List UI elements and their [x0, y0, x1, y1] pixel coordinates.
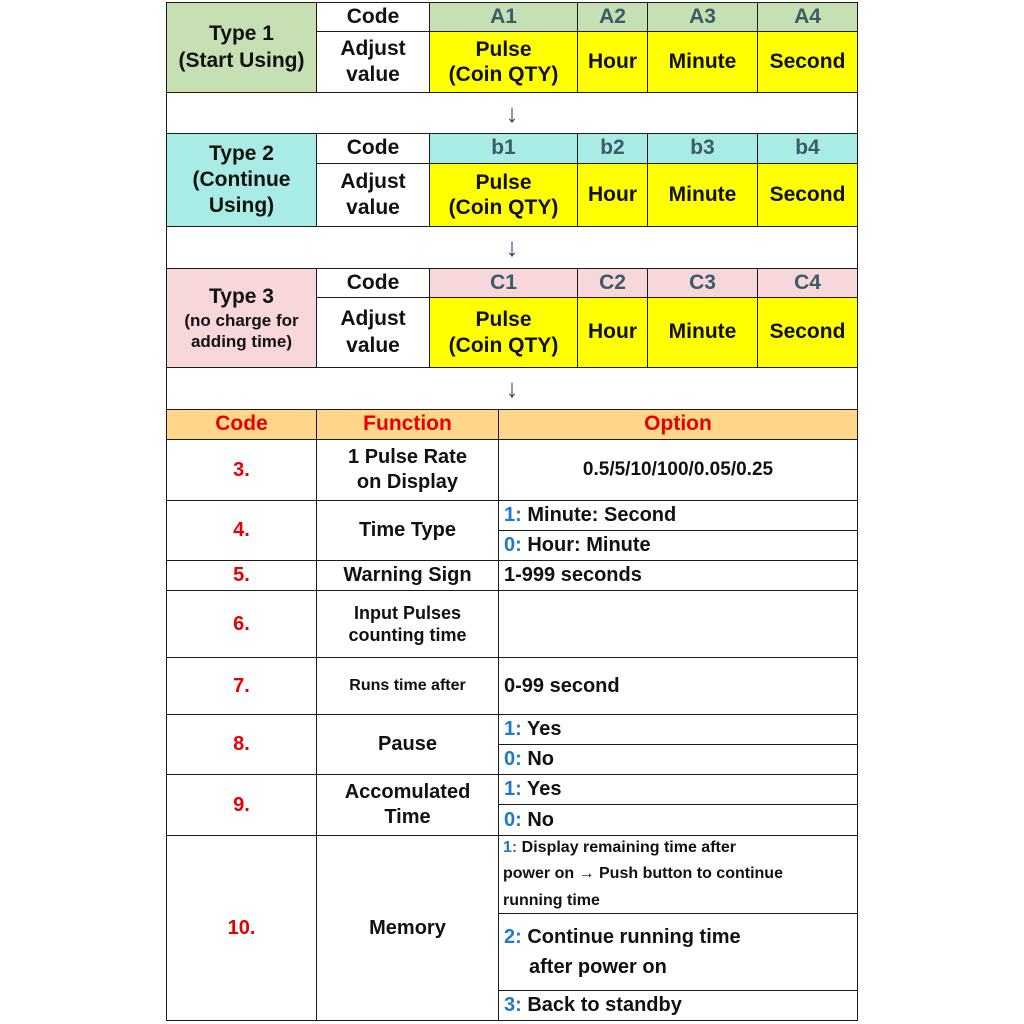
type3-code-c3: C3 [647, 268, 758, 298]
row4-option-2-num: 0: [504, 534, 522, 556]
row6-sep-a [613, 590, 633, 591]
row8-option-1 [498, 714, 858, 745]
row9-option-1-text: Yes [521, 778, 562, 800]
type2-pulse-line1: Pulse [475, 170, 532, 194]
row6-option-a [526, 590, 613, 591]
row8-function: Pause [316, 714, 499, 775]
type3-adjust-value [316, 297, 430, 368]
type2-hour: Hour [577, 163, 648, 227]
type2-label-line2: (Continue [192, 167, 291, 191]
row6-function-line1: Input Pulses [353, 602, 461, 623]
type3-label [166, 268, 317, 368]
row4-option-1-text: Minute: Second [521, 504, 677, 526]
row10-option-1-line3: running time [503, 891, 600, 909]
row4-option-2-text: Hour: Minute [521, 534, 651, 556]
type3-adjust-line2: value [346, 333, 400, 357]
type1-code-a1: A1 [429, 2, 578, 32]
type3-code-label: Code [316, 268, 430, 298]
type1-code-label: Code [316, 2, 430, 32]
row4-option-1-num: 1: [504, 504, 522, 526]
row3-function-line2: on Display [356, 471, 459, 493]
row10-option-1 [498, 835, 858, 914]
type1-minute: Minute [647, 31, 758, 93]
type2-adjust-value [316, 163, 430, 227]
row6-code: 6. [166, 590, 317, 658]
row8-option-2-text: No [521, 748, 555, 770]
type3-pulse-line1: Pulse [475, 308, 532, 332]
type3-code-c1: C1 [429, 268, 578, 298]
row5-function: Warning Sign [316, 560, 499, 591]
type3-code-c2: C2 [577, 268, 648, 298]
row7-code: 7. [166, 657, 317, 715]
row3-option: 0.5/5/10/100/0.05/0.25 [498, 439, 858, 501]
type1-adjust-value [316, 31, 430, 93]
type2-code-b3: b3 [647, 133, 758, 164]
row4-option-2 [498, 530, 858, 561]
row9-option-1 [498, 774, 858, 805]
type1-label [166, 2, 317, 93]
type3-code-c4: C4 [757, 268, 858, 298]
arrow-down-3: ↓ [166, 367, 858, 410]
row9-function [316, 774, 499, 836]
row4-code: 4. [166, 500, 317, 561]
row4-option-1 [498, 500, 858, 531]
type1-adjust-line1: Adjust [340, 36, 406, 60]
type1-pulse [429, 31, 578, 93]
type3-adjust-line1: Adjust [340, 307, 406, 331]
type1-adjust-line2: value [346, 63, 400, 86]
row9-function-line2: Time [384, 806, 431, 828]
type3-label-line1: Type 3 [209, 284, 274, 308]
row3-function [316, 439, 499, 501]
row7-function: Runs time after [316, 657, 499, 715]
type2-code-b1: b1 [429, 133, 578, 164]
row8-option-2-num: 0: [504, 748, 522, 770]
row10-option-1-line2: power on → Push button to continue [503, 865, 783, 883]
type1-label-line1: Type 1 [209, 22, 274, 46]
type2-code-b2: b2 [577, 133, 648, 164]
row8-option-1-text: Yes [521, 718, 562, 740]
type2-code-b4: b4 [757, 133, 858, 164]
type3-pulse [429, 297, 578, 368]
row10-option-2-line2: after power on [529, 956, 667, 978]
arrow-down-1: ↓ [166, 92, 858, 134]
type2-adjust-line1: Adjust [340, 169, 406, 193]
header-function: Function [316, 409, 499, 440]
type2-minute: Minute [647, 163, 758, 227]
type2-code-label: Code [316, 133, 430, 164]
row9-option-2-num: 0: [504, 808, 522, 831]
type1-second: Second [757, 31, 858, 93]
type1-hour: Hour [577, 31, 648, 93]
row10-option-1-num: 1: [503, 838, 518, 856]
type3-label-line2: (no charge for [184, 310, 299, 330]
type2-pulse [429, 163, 578, 227]
row8-code: 8. [166, 714, 317, 775]
row6-function-line2: counting time [348, 625, 467, 645]
row8-option-2 [498, 744, 858, 775]
row10-option-1-line1: Display remaining time after [517, 838, 736, 856]
type1-code-a4: A4 [757, 2, 858, 32]
row5-code: 5. [166, 560, 317, 591]
type2-label-line3: Using) [208, 194, 275, 218]
type2-second: Second [757, 163, 858, 227]
row10-option-3 [498, 990, 858, 1021]
type3-pulse-line2: (Coin QTY) [448, 333, 559, 357]
row9-option-2-text: No [521, 808, 555, 831]
row9-code: 9. [166, 774, 317, 836]
type2-label [166, 133, 317, 227]
row10-option-2-line1: Continue running time [521, 926, 741, 948]
row10-code: 10. [166, 835, 317, 1021]
type1-code-a2: A2 [577, 2, 648, 32]
row9-option-1-num: 1: [504, 778, 522, 800]
row6-function [316, 590, 499, 658]
header-option: Option [498, 409, 858, 440]
row10-option-2-num: 2: [504, 926, 522, 948]
type1-pulse-line2: (Coin QTY) [448, 63, 559, 86]
type1-pulse-line1: Pulse [475, 37, 532, 61]
row9-option-2 [498, 804, 858, 836]
row9-function-line1: Accomulated [344, 781, 471, 803]
row5-option: 1-999 seconds [498, 560, 858, 591]
row3-code: 3. [166, 439, 317, 501]
type2-adjust-line2: value [346, 196, 400, 219]
row3-function-line1: 1 Pulse Rate [348, 446, 467, 468]
type3-hour: Hour [577, 297, 648, 368]
arrow-down-2: ↓ [166, 226, 858, 269]
row4-function: Time Type [316, 500, 499, 561]
row6-option [498, 590, 858, 658]
type3-label-line3: adding time) [190, 332, 293, 352]
row6-option-b [633, 590, 736, 591]
type1-code-a3: A3 [647, 2, 758, 32]
row7-option: 0-99 second [498, 657, 858, 715]
row10-function: Memory [316, 835, 499, 1021]
row10-option-2 [498, 913, 858, 991]
row10-option-3-text: Back to standby [521, 994, 682, 1016]
row10-option-3-num: 3: [504, 994, 522, 1016]
row8-option-1-num: 1: [504, 718, 522, 740]
type2-label-line1: Type 2 [209, 141, 274, 165]
type1-label-line2: (Start Using) [178, 48, 305, 72]
row6-sep-b [736, 590, 756, 591]
type3-minute: Minute [647, 297, 758, 368]
header-code: Code [166, 409, 317, 440]
type2-pulse-line2: (Coin QTY) [448, 196, 559, 219]
type3-second: Second [757, 297, 858, 368]
